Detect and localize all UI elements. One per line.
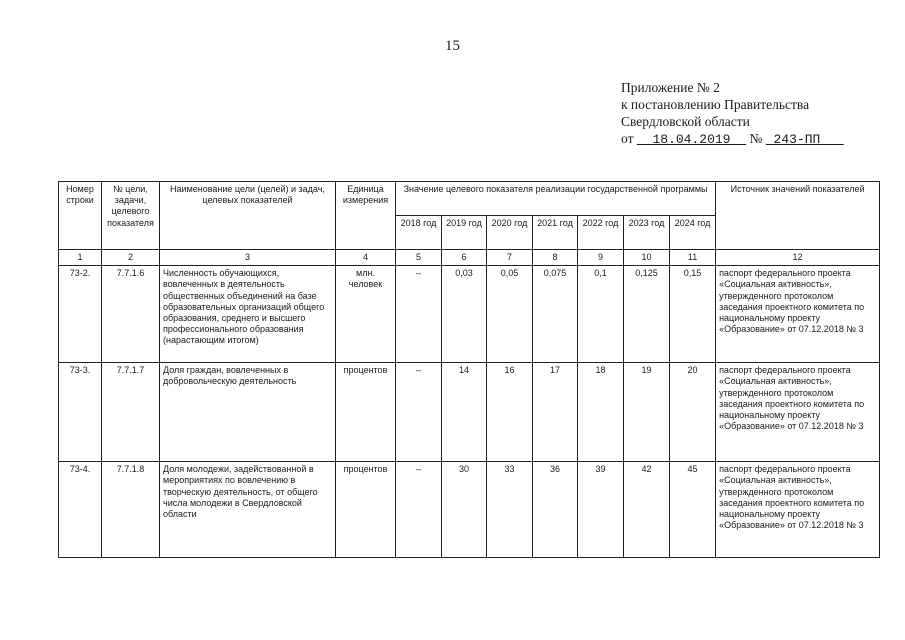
appendix-block (621, 79, 881, 148)
table-row (59, 363, 880, 462)
header-year: 2024 год (670, 216, 716, 250)
value-2024: 0,15 (670, 266, 716, 363)
header-row-number: Номер строки (59, 182, 102, 250)
row-number: 73-3. (59, 363, 102, 462)
value-2022: 18 (578, 363, 624, 462)
column-number: 3 (160, 250, 336, 266)
value-2021: 36 (533, 462, 578, 558)
header-year: 2023 год (624, 216, 670, 250)
column-numbers-row (59, 250, 880, 266)
table-row (59, 266, 880, 363)
row-number: 73-4. (59, 462, 102, 558)
value-2023: 42 (624, 462, 670, 558)
value-2023: 19 (624, 363, 670, 462)
indicators-table (58, 181, 880, 558)
indicator-name: Доля молодежи, задействованной в мероприятиях по вовлечению в творческую деятельность, от общего числа молодежи в Свердловской области (160, 462, 336, 558)
value-2022: 39 (578, 462, 624, 558)
header-year: 2020 год (487, 216, 533, 250)
column-number: 8 (533, 250, 578, 266)
value-2021: 0,075 (533, 266, 578, 363)
indicator-source: паспорт федерального проекта «Социальная активность», утвержденного протоколом заседания проектного комитета по национальному проекту «Образование» от 07.12.2018 № 3 (716, 363, 880, 462)
value-2022: 0,1 (578, 266, 624, 363)
appendix-region: Свердловской области (621, 114, 750, 129)
number-sign: № (749, 131, 763, 146)
appendix-date-line (621, 130, 881, 148)
value-2020: 33 (487, 462, 533, 558)
column-number: 7 (487, 250, 533, 266)
value-2024: 20 (670, 363, 716, 462)
header-unit: Единица измерения (336, 182, 396, 250)
indicator-unit: млн. человек (336, 266, 396, 363)
column-number: 5 (396, 250, 442, 266)
column-number: 9 (578, 250, 624, 266)
row-number: 73-2. (59, 266, 102, 363)
appendix-resolution: к постановлению Правительства (621, 97, 810, 112)
header-goal-number: № цели, задачи, целевого показателя (102, 182, 160, 250)
indicator-source: паспорт федерального проекта «Социальная активность», утвержденного протоколом заседания проектного комитета по национальному проекту «Образование» от 07.12.2018 № 3 (716, 462, 880, 558)
header-year: 2019 год (442, 216, 487, 250)
column-number: 11 (670, 250, 716, 266)
resolution-number: 243-ПП (773, 132, 821, 147)
column-number: 2 (102, 250, 160, 266)
value-2018: – (396, 363, 442, 462)
indicator-name: Доля граждан, вовлеченных в добровольческую деятельность (160, 363, 336, 462)
indicator-code: 7.7.1.7 (102, 363, 160, 462)
value-2019: 30 (442, 462, 487, 558)
value-2023: 0,125 (624, 266, 670, 363)
indicator-source: паспорт федерального проекта «Социальная активность», утвержденного протоколом заседания проектного комитета по национальному проекту «Образование» от 07.12.2018 № 3 (716, 266, 880, 363)
column-number: 6 (442, 250, 487, 266)
date-prefix: от (621, 131, 634, 146)
header-year: 2018 год (396, 216, 442, 250)
header-source: Источник значений показателей (716, 182, 880, 250)
header-goal-name: Наименование цели (целей) и задач, целевых показателей (160, 182, 336, 250)
indicator-code: 7.7.1.8 (102, 462, 160, 558)
value-2018: – (396, 462, 442, 558)
page-number: 15 (445, 38, 460, 54)
value-2019: 0,03 (442, 266, 487, 363)
column-number: 1 (59, 250, 102, 266)
indicator-unit: процентов (336, 462, 396, 558)
resolution-date: 18.04.2019 (652, 132, 731, 147)
column-number: 4 (336, 250, 396, 266)
header-year: 2022 год (578, 216, 624, 250)
table-row (59, 462, 880, 558)
value-2020: 0,05 (487, 266, 533, 363)
indicator-name: Численность обучающихся, вовлеченных в деятельность общественных объединений на базе образовательных организаций общего образования, среднего и высшего профессионального образования (нарастающим итогом) (160, 266, 336, 363)
column-number: 12 (716, 250, 880, 266)
value-2020: 16 (487, 363, 533, 462)
value-2019: 14 (442, 363, 487, 462)
appendix-title: Приложение № 2 (621, 80, 720, 95)
indicator-code: 7.7.1.6 (102, 266, 160, 363)
value-2021: 17 (533, 363, 578, 462)
value-2018: – (396, 266, 442, 363)
header-values-group: Значение целевого показателя реализации государственной программы (396, 182, 716, 216)
value-2024: 45 (670, 462, 716, 558)
indicator-unit: процентов (336, 363, 396, 462)
header-year: 2021 год (533, 216, 578, 250)
column-number: 10 (624, 250, 670, 266)
